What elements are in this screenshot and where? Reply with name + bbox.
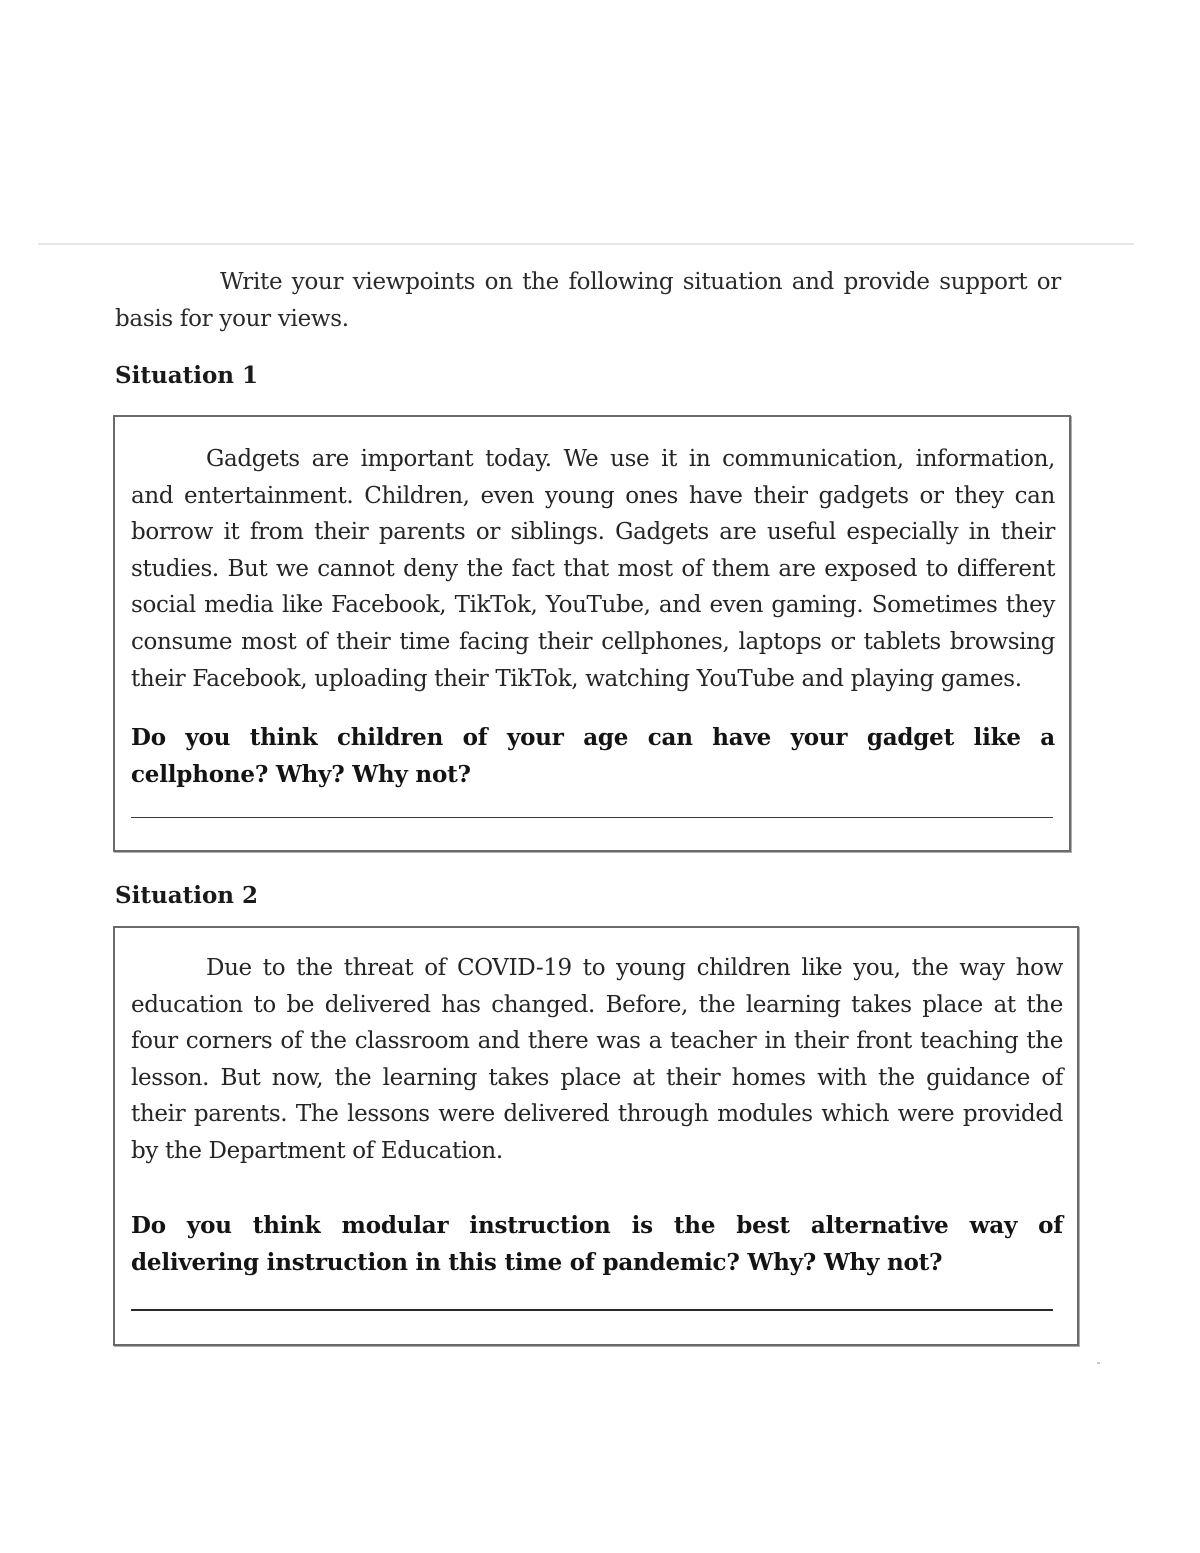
situation-2-heading: Situation 2 bbox=[115, 882, 259, 909]
situation-2-box bbox=[113, 926, 1079, 1346]
scan-speck bbox=[1097, 1362, 1100, 1364]
situation-1-passage: Gadgets are important today. We use it in communication, information, and entertainment. Children, even young ones have their gadgets or they can borrow it from their parents or siblings. Gadgets are useful especially in their studies. But we cannot deny the fact that most of them are exposed to different social media like Facebook, TikTok, YouTube, and even gaming. Sometimes they consume most of their time facing their cellphones, laptops or tablets browsing their Facebook, uploading their TikTok, watching YouTube and playing games. bbox=[131, 446, 1055, 692]
situation-1-answer-line[interactable] bbox=[131, 817, 1053, 818]
situation-1-box bbox=[113, 415, 1071, 852]
page-divider bbox=[38, 243, 1134, 245]
situation-2-answer-line[interactable] bbox=[131, 1309, 1053, 1311]
situation-1-question: Do you think children of your age can have your gadget like a cellphone? Why? Why not? bbox=[131, 724, 1055, 788]
instructions: Write your viewpoints on the following situation and provide support or basis for your views. bbox=[115, 269, 1061, 332]
situation-2-passage: Due to the threat of COVID-19 to young children like you, the way how education to be delivered has changed. Before, the learning takes place at the four corners of the classroom and there was a teacher in their front teaching the lesson. But now, the learning takes place at their homes with the guidance of their parents. The lessons were delivered through modules which were provided by the Department of Education. bbox=[131, 955, 1063, 1164]
situation-2-question: Do you think modular instruction is the best alternative way of delivering instruction in this time of pandemic? Why? Why not? bbox=[131, 1212, 1063, 1276]
situation-1-heading: Situation 1 bbox=[115, 362, 259, 389]
